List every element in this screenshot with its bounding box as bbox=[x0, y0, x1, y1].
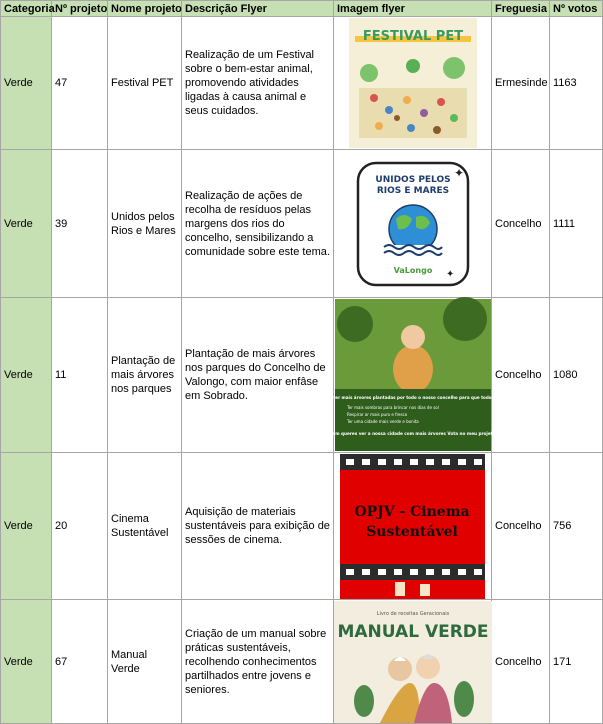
table-row bbox=[1, 150, 603, 298]
header-nome-projeto: Nome projeto bbox=[108, 1, 182, 17]
svg-text:✦: ✦ bbox=[453, 165, 464, 180]
cinema-title-line2: Sustentável bbox=[366, 523, 458, 540]
arvores-bullet-3: Ter uma cidade mais verde e bonita bbox=[346, 419, 419, 424]
arvores-flyer bbox=[305, 299, 520, 451]
cell-descricao: Realização de ações de recolha de resíduos pelas margens dos rios do concelho, sensibilizando a comunidade sobre este tema. bbox=[182, 150, 334, 298]
cell-nome-projeto: Cinema Sustentável bbox=[108, 453, 182, 600]
cell-num-projeto: 67 bbox=[52, 600, 108, 724]
cell-num-votos: 171 bbox=[550, 600, 603, 724]
table-row bbox=[1, 17, 603, 150]
cell-num-votos: 1163 bbox=[550, 17, 603, 150]
header-imagem: Imagem flyer bbox=[334, 1, 492, 17]
child-park-photo bbox=[393, 345, 433, 393]
cell-imagem bbox=[305, 298, 520, 453]
arvores-bullet-1: Ter mais sombras para brincar nos dias de sol bbox=[346, 405, 439, 410]
cell-nome-projeto: Unidos pelos Rios e Mares bbox=[108, 150, 182, 298]
cell-nome-projeto: Plantação de mais árvores nos parques bbox=[108, 298, 182, 453]
cell-num-projeto: 39 bbox=[52, 150, 108, 298]
header-num-votos: Nº votos bbox=[550, 1, 603, 17]
table-row bbox=[1, 298, 603, 453]
cell-categoria: Verde bbox=[1, 453, 52, 600]
cell-freguesia: Concelho bbox=[492, 298, 550, 453]
cell-categoria: Verde bbox=[1, 150, 52, 298]
cell-freguesia: Concelho bbox=[492, 150, 550, 298]
cinema-title-line1: OPJV - Cinema bbox=[354, 503, 470, 520]
cell-descricao: Criação de um manual sobre práticas sustentáveis, recolhendo conhecimentos partilhados entre jovens e seniores. bbox=[182, 600, 334, 724]
cell-nome-projeto: Festival PET bbox=[108, 17, 182, 150]
unidos-title-line2: RIOS E MARES bbox=[376, 185, 449, 196]
unidos-title-line1: UNIDOS PELOS bbox=[374, 174, 451, 185]
cell-num-projeto: 47 bbox=[52, 17, 108, 150]
arvores-footer: Se também queres ver a nossa cidade com mais árvores Vota no meu projeto n.º 11! bbox=[312, 431, 513, 436]
table-row bbox=[1, 453, 603, 600]
cell-num-votos: 756 bbox=[550, 453, 603, 600]
manual-subtitle: Livro de receitas Geracionais bbox=[376, 610, 450, 617]
cell-imagem bbox=[334, 600, 492, 724]
cell-descricao: Realização de um Festival sobre o bem-estar animal, promovendo atividades ligadas à causa animal e seus cuidados. bbox=[182, 17, 334, 150]
cell-num-projeto: 20 bbox=[52, 453, 108, 600]
cell-imagem bbox=[334, 453, 492, 600]
cell-freguesia: Concelho bbox=[492, 600, 550, 724]
festival-title: FESTIVAL PET bbox=[362, 29, 463, 44]
cell-nome-projeto: Manual Verde bbox=[108, 600, 182, 724]
festival-pet-flyer bbox=[349, 18, 477, 148]
header-row bbox=[1, 1, 603, 17]
cell-freguesia: Ermesinde bbox=[492, 17, 550, 150]
arvores-bullet-2: Respirar ar mais puro e fresco bbox=[346, 412, 407, 417]
header-descricao: Descrição Flyer bbox=[182, 1, 334, 17]
cell-descricao: Aquisição de materiais sustentáveis para exibição de sessões de cinema. bbox=[182, 453, 334, 600]
cell-categoria: Verde bbox=[1, 600, 52, 724]
header-freguesia: Freguesia bbox=[492, 1, 550, 17]
table-row bbox=[1, 600, 603, 724]
header-categoria: Categoria bbox=[1, 1, 52, 17]
cinema-flyer bbox=[340, 454, 485, 599]
cell-freguesia: Concelho bbox=[492, 453, 550, 600]
svg-text:✦: ✦ bbox=[445, 268, 454, 280]
manual-title: MANUAL VERDE bbox=[337, 621, 489, 642]
cell-categoria: Verde bbox=[1, 17, 52, 150]
unidos-rios-flyer bbox=[354, 159, 472, 289]
cell-imagem bbox=[334, 17, 492, 150]
cell-descricao: Plantação de mais árvores nos parques do Concelho de Valongo, com maior enfâse em Sobrado. bbox=[182, 298, 334, 453]
header-num-projeto: Nº projeto bbox=[52, 1, 108, 17]
arvores-caption: Gostava de ter mais árvores plantadas por todo o nosso concelho para que todos possamos: bbox=[305, 395, 520, 400]
valongo-logo: VaLongo bbox=[393, 265, 432, 275]
cell-num-projeto: 11 bbox=[52, 298, 108, 453]
cell-num-votos: 1080 bbox=[550, 298, 603, 453]
cell-num-votos: 1111 bbox=[550, 150, 603, 298]
cell-categoria: Verde bbox=[1, 298, 52, 453]
cell-imagem bbox=[334, 150, 492, 298]
manual-verde-flyer bbox=[334, 601, 492, 723]
